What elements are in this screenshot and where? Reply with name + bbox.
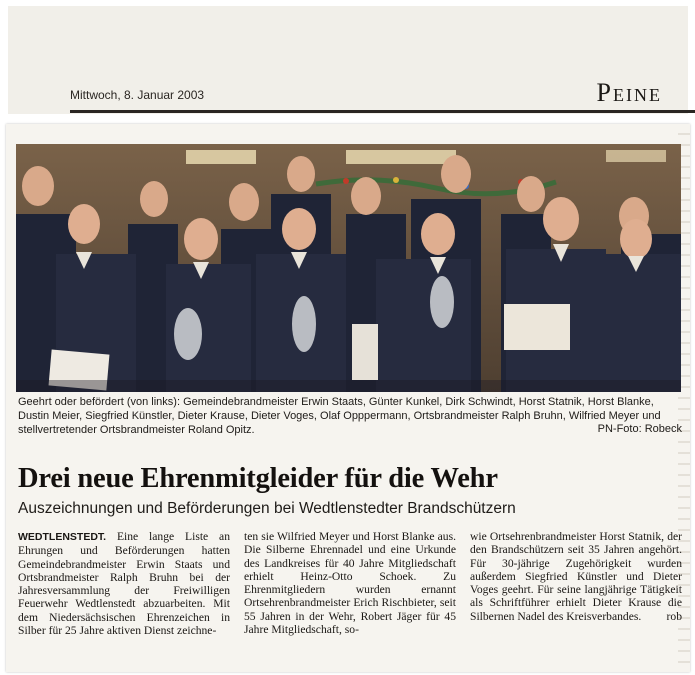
article-subheadline: Auszeichnungen und Beförderungen bei Wedtlenstedter Brandschützern bbox=[18, 500, 516, 517]
article-column-3 bbox=[470, 530, 682, 668]
article-dateline: WEDTLENSTEDT. bbox=[18, 531, 107, 543]
article-column-2: ten sie Wilfried Meyer und Horst Blanke aus. Die Silberne Ehrennadel und eine Urkunde des Landkreises für 40 Jahre Mitgliedschaft erhielt Heinz-Otto Schoek. Zu Ehrenmitgliedern wurden ernannt Ortsehrenbrandmeister Erich Rischbieter, seit 55 Jahren in der Wehr, Robert Jäger für 45 Jahre Mitgliedschaft, so- bbox=[244, 530, 456, 637]
article-body bbox=[18, 530, 682, 668]
article-column-3-text: wie Ortsehrenbrandmeister Horst Statnik, der den Brandschützern seit 35 Jahren angehört. Für 30-jährige Zugehörigkeit wurden außerdem Siegfried Künstler und Dieter Voges geehrt. Für seine langjährige Tätigkeit als Schriftführer erhielt Dieter Krause die Silbernen Nadel des Kreisverbandes. bbox=[470, 530, 682, 623]
group-photo-icon bbox=[16, 144, 681, 392]
newspaper-clipping bbox=[6, 124, 690, 672]
header-divider bbox=[70, 110, 695, 113]
article-author: rob bbox=[666, 609, 682, 623]
article-column-1-text: Eine lange Liste an Ehrungen und Beförderungen hatten Gemeindebrandmeister Erwin Staats und Ortsbrandmeister Ralph Bruhn bei der Jahresversammlung der Freiwilligen Feuerwehr Wedtlenstedt abzuarbeiten. Mit dem Niedersächsischen Ehrenzeichen in Silber für 25 Jahre aktiven Dienst zeichne- bbox=[18, 530, 230, 638]
newspaper-header bbox=[8, 6, 688, 114]
section-title: Peine bbox=[596, 78, 662, 107]
photo-credit: PN-Foto: Robeck bbox=[597, 423, 682, 435]
group-photo bbox=[16, 144, 681, 392]
photo-caption: Geehrt oder befördert (von links): Gemeindebrandmeister Erwin Staats, Günter Kunkel, Dirk Schwindt, Horst Statnik, Horst Blanke, Dustin Meier, Siegfried Künstler, Dieter Krause, Dieter Voges, Olaf Opppermann, Ortsbrandmeister Ralph Bruhn, Wilfried Meyer und stellvertretender Ortsbrandmeister Roland Opitz. bbox=[18, 396, 661, 437]
article-headline: Drei neue Ehrenmitgleider für die Wehr bbox=[18, 463, 498, 494]
article-column-1 bbox=[18, 530, 230, 668]
issue-date: Mittwoch, 8. Januar 2003 bbox=[70, 88, 205, 102]
